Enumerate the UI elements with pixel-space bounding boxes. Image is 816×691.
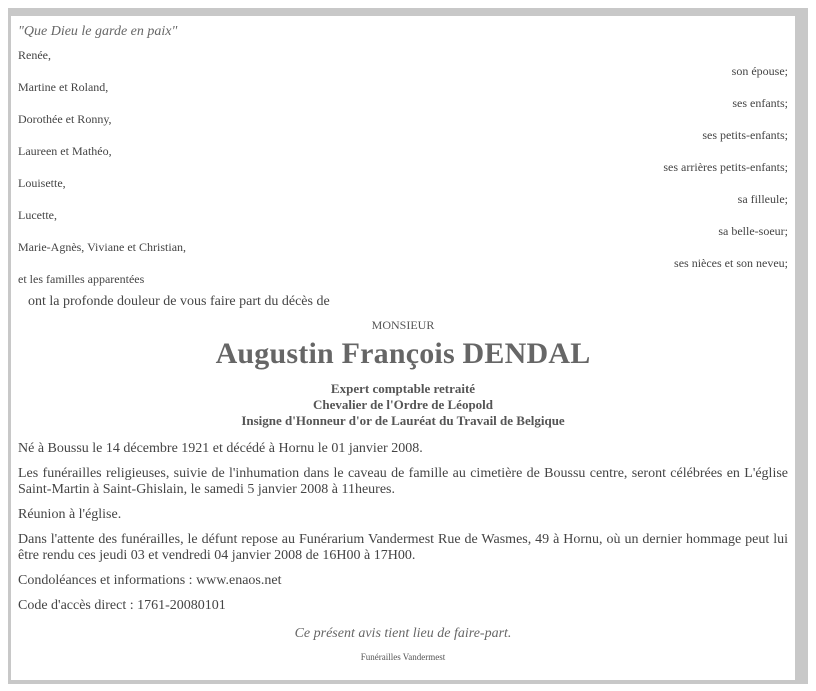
titles-block [18,381,788,429]
relative-name: Laureen et Mathéo, [18,144,112,158]
closing-note: Ce présent avis tient lieu de faire-part. [294,626,512,641]
relative-name: Marie-Agnès, Viviane et Christian, [18,240,187,254]
relative-name: Renée, [18,48,51,62]
relative-row [18,140,788,172]
relative-row [18,44,788,76]
title-line: Insigne d'Honneur d'or de Lauréat du Travail de Belgique [241,413,565,428]
announcement-intro: ont la profonde douleur de vous faire part du décès de [28,294,330,309]
relative-name: Louisette, [18,176,66,190]
motto: "Que Dieu le garde en paix" [18,24,178,39]
relative-row [18,236,788,268]
page-frame [8,8,808,684]
obituary-content [18,16,788,662]
relative-role: ses enfants; [732,96,788,110]
relative-role: ses petits-enfants; [702,128,788,142]
relative-name: Lucette, [18,208,57,222]
rest-paragraph: Dans l'attente des funérailles, le défunt repose au Funérarium Vandermest Rue de Wasmes, 49 à Hornu, où un dernier hommage peut lui être rendu ces jeudi 03 et vendredi 04 janvier 2008 de 16H00 à 17H00. [18,532,788,563]
deceased-name: Augustin François DENDAL [215,337,591,370]
relative-role: sa filleule; [737,192,788,206]
relative-name: Martine et Roland, [18,80,109,94]
relative-row [18,204,788,236]
honorific: MONSIEUR [371,318,435,332]
funeral-paragraph: Les funérailles religieuses, suivie de l'inhumation dans le caveau de famille au cimetière de Boussu centre, seront célébrées en L'église Saint-Martin à Saint-Ghislain, le samedi 5 janvier 2008 à 11heures. [18,466,788,497]
obituary-card [11,16,799,680]
title-line: Chevalier de l'Ordre de Léopold [312,397,494,412]
relative-role: ses nièces et son neveu; [674,256,788,270]
relative-role: sa belle-soeur; [718,224,788,238]
meeting-paragraph: Réunion à l'église. [18,507,122,522]
families-text: et les familles apparentées [18,272,145,286]
access-code-paragraph: Code d'accès direct : 1761-20080101 [18,598,226,613]
footer-credit: Funérailles Vandermest [360,652,446,662]
title-line: Expert comptable retraité [330,381,476,396]
relative-role: ses arrières petits-enfants; [663,160,788,174]
families-row [18,268,788,290]
relative-row [18,108,788,140]
condolences-paragraph: Condoléances et informations : www.enaos.net [18,573,282,588]
relative-row [18,172,788,204]
relative-name: Dorothée et Ronny, [18,112,112,126]
relative-row [18,76,788,108]
relative-role: son épouse; [731,64,788,78]
birth-paragraph: Né à Boussu le 14 décembre 1921 et décédé à Hornu le 01 janvier 2008. [18,441,423,456]
